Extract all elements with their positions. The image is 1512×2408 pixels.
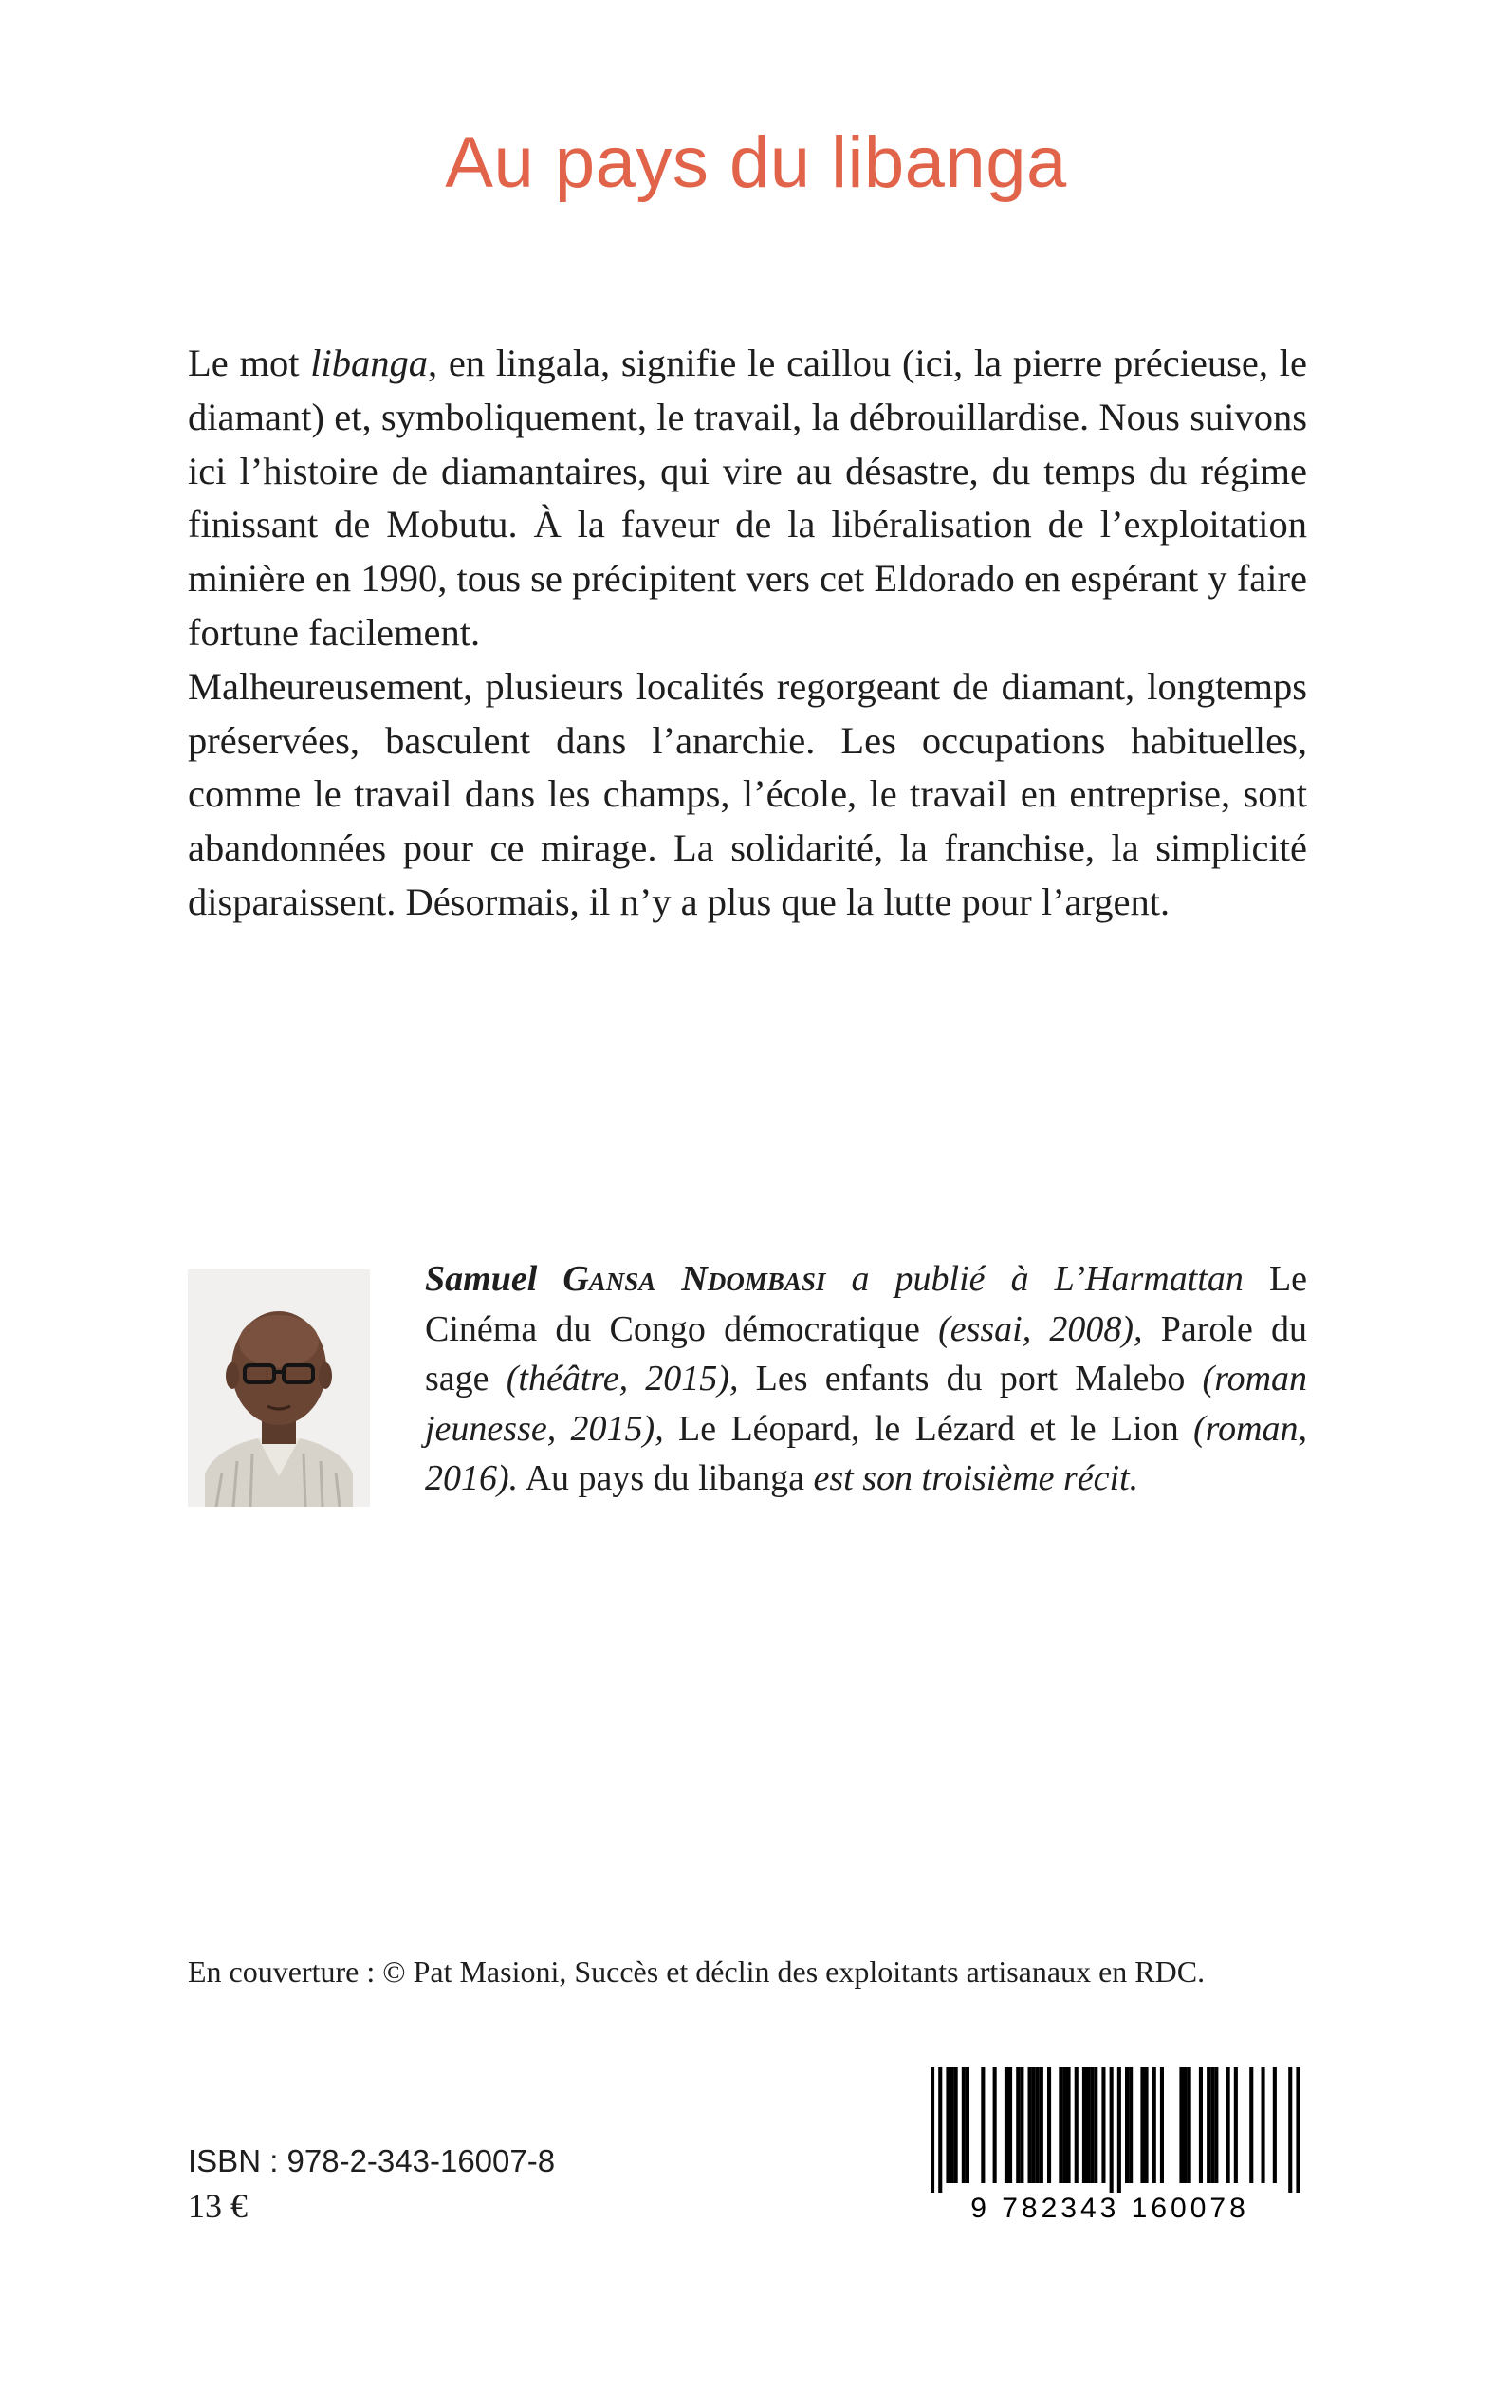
barcode-bar (1188, 2067, 1191, 2183)
barcode-bar (1028, 2067, 1032, 2183)
barcode-bar (1288, 2067, 1292, 2193)
barcode-bar (938, 2067, 942, 2193)
barcode-bar (1094, 2067, 1097, 2183)
barcode-bar (962, 2067, 966, 2183)
barcode-bar (1117, 2067, 1121, 2193)
barcode-bar (946, 2067, 950, 2183)
blurb-p1-term: libanga (310, 342, 428, 384)
barcode-bar (1067, 2067, 1071, 2183)
barcode-bar (1226, 2067, 1230, 2183)
bio-book-title: Les enfants du port Malebo (755, 1359, 1186, 1398)
barcode-bar (993, 2067, 997, 2183)
bio-text: (essai, 2008), (938, 1308, 1143, 1349)
barcode-bar (1199, 2067, 1203, 2183)
cover-credit: En couverture : © Pat Masioni, Succès et déclin des exploitants artisanaux en RDC. (188, 1954, 1206, 1989)
barcode-bar (1179, 2067, 1183, 2183)
barcode-bar (981, 2067, 985, 2183)
barcode-bar (1273, 2067, 1277, 2183)
barcode-bar (1036, 2067, 1040, 2183)
bio-text: a publié à L’Harmattan (851, 1259, 1244, 1299)
barcode-bar (1020, 2067, 1023, 2183)
barcode-bar (1129, 2067, 1133, 2183)
bio-text: (théâtre, 2015), (506, 1359, 739, 1398)
barcode-bar (1184, 2067, 1188, 2183)
price: 13 € (188, 2187, 248, 2225)
author-photo (188, 1269, 370, 1507)
blurb-p1-body: , en lingala, signifie le caillou (ici, la pierre précieuse, le diamant) et, symboliquement, le travail, la débrouillardise. Nous suivons ici l’histoire de diamantaires, qui vire au désastre, du temps du régime finissant de Mobutu. À la faveur de la libéralisation de l’exploitation minière en 1990, tous se précipitent vers cet Eldorado en espérant y faire fortune facilement. (188, 342, 1307, 654)
author-first-name: Samuel (425, 1259, 538, 1299)
author-bio (425, 1254, 1307, 1504)
barcode-bar (1016, 2067, 1020, 2183)
isbn: ISBN : 978-2-343-16007-8 (188, 2143, 556, 2178)
barcode-bar (1059, 2067, 1062, 2183)
barcode-bar (1207, 2067, 1210, 2183)
barcode-bar (1062, 2067, 1066, 2183)
author-last-name-part-2: Ndombasi (681, 1259, 826, 1299)
barcode-bar (1234, 2067, 1238, 2183)
barcode-bar (1160, 2067, 1164, 2183)
bio-text: est son troisième récit. (813, 1458, 1139, 1498)
barcode-bar (954, 2067, 958, 2183)
barcode-bar (1047, 2067, 1051, 2183)
barcode-bar (1101, 2067, 1105, 2183)
barcode-bar (1125, 2067, 1129, 2183)
barcode-bar (1008, 2067, 1012, 2183)
barcode-bar (1210, 2067, 1214, 2183)
barcode-bars (907, 2067, 1313, 2193)
barcode-bar (1140, 2067, 1144, 2183)
barcode-bar (1152, 2067, 1156, 2183)
barcode-bar (931, 2067, 934, 2193)
author-last-name (562, 1259, 825, 1299)
bio-book-title: Le Cinéma du Congo démocratique (425, 1259, 1308, 1349)
back-cover-blurb (188, 337, 1307, 930)
barcode-bar (1040, 2067, 1043, 2183)
barcode-digits: 9 782343 160078 (970, 2193, 1249, 2224)
barcode (907, 2067, 1313, 2225)
barcode-bar (1005, 2067, 1008, 2183)
barcode-bar (966, 2067, 969, 2183)
barcode-bar (1262, 2067, 1265, 2183)
barcode-bar (1296, 2067, 1300, 2193)
barcode-bar (1249, 2067, 1253, 2183)
blurb-paragraph-2: Malheureusement, plusieurs localités regorgeant de diamant, longtemps préservées, basculent dans l’anarchie. Les occupations habituelles, comme le travail dans les champs, l’école, le travail en entreprise, sont abandonnées pour ce mirage. La solidarité, la franchise, la simplicité disparaissent. Désormais, il n’y a plus que la lutte pour l’argent. (188, 664, 1307, 923)
barcode-bar (1145, 2067, 1149, 2183)
bio-book-title: Au pays du libanga (525, 1458, 805, 1498)
bio-book-title: Le Léopard, le Lézard et le Lion (678, 1408, 1179, 1449)
author-last-name-part-1: Gansa (562, 1259, 656, 1299)
barcode-bar (1082, 2067, 1086, 2183)
book-title: Au pays du libanga (445, 122, 1067, 203)
blurb-paragraph-1 (188, 337, 1307, 660)
barcode-bar (1086, 2067, 1090, 2183)
blurb-p1-intro: Le mot (188, 342, 311, 384)
author-name (425, 1259, 825, 1299)
barcode-bar (1032, 2067, 1036, 2183)
barcode-bar (1075, 2067, 1079, 2183)
bio-book-title: Parole du sage (425, 1308, 1308, 1398)
barcode-bar (1214, 2067, 1218, 2183)
barcode-bar (950, 2067, 954, 2183)
barcode-bar (1090, 2067, 1094, 2183)
bio-text: (roman jeunesse, 2015), (425, 1359, 1308, 1449)
barcode-bar (1110, 2067, 1114, 2193)
bio-text: (roman, 2016). (425, 1408, 1308, 1498)
